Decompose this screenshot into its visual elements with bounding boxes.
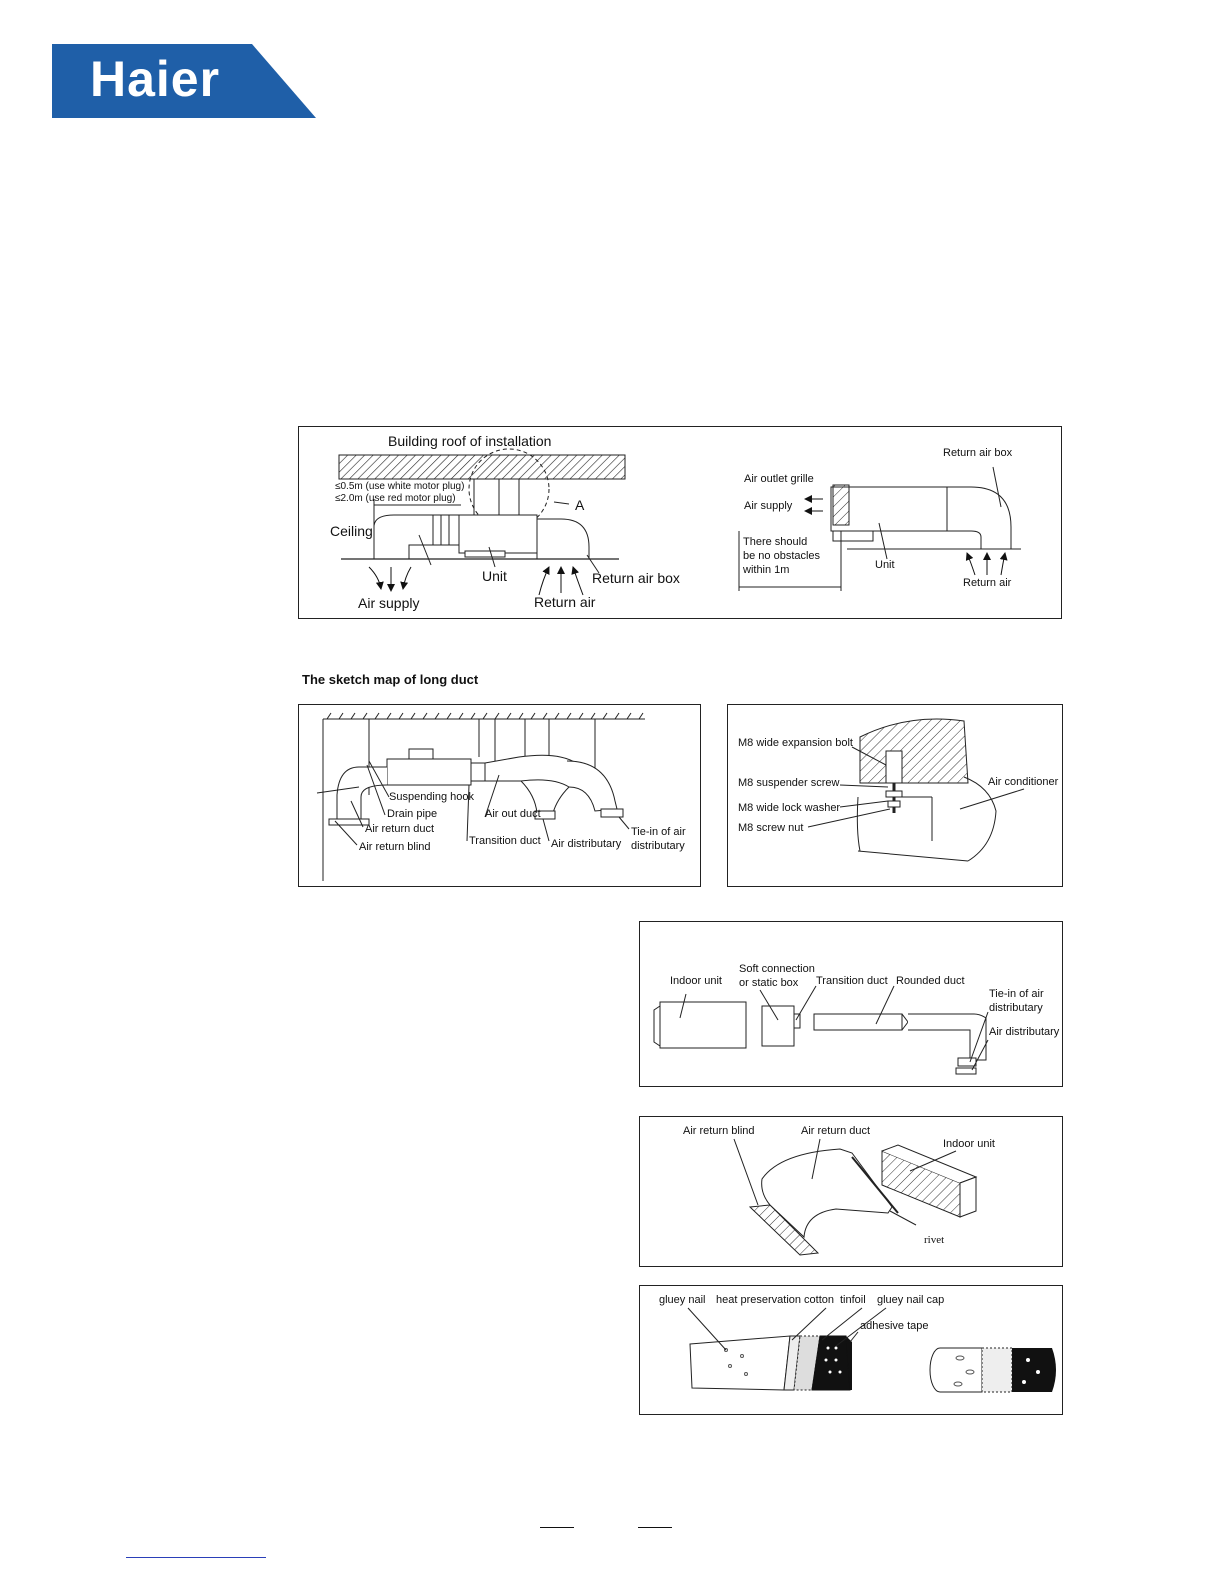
return-duct-label: Air return duct: [801, 1125, 871, 1137]
r-unit-label: Unit: [875, 559, 895, 571]
gluey-nail-label: gluey nail: [659, 1294, 706, 1306]
nail-cap-label: gluey nail cap: [877, 1294, 945, 1306]
return-blind-label: Air return blind: [359, 841, 431, 853]
logo-text: Haier: [90, 51, 221, 107]
return-blind-drawing: [640, 1117, 1062, 1266]
section-title: The sketch map of long duct: [302, 672, 479, 687]
obstacle-label-3: within 1m: [743, 564, 790, 576]
r-return-air-label: Return air: [963, 577, 1012, 589]
blind-label: Air return blind: [683, 1125, 755, 1137]
footer-rule-left: [540, 1527, 574, 1528]
r-outlet-label: Air outlet grille: [744, 473, 814, 485]
ceiling-label: Ceiling: [330, 523, 373, 539]
r-return-box-label: Return air box: [943, 447, 1013, 459]
tiein-label-2: distributary: [989, 1002, 1043, 1014]
soft-connection-label-2: or static box: [739, 977, 799, 989]
rounded-duct-label: Rounded duct: [896, 975, 965, 987]
suspender-drawing: [728, 705, 1062, 886]
air-conditioner-label: Air conditioner: [988, 776, 1059, 788]
return-duct-label: Air return duct: [365, 823, 435, 835]
soft-connection-label-1: Soft connection: [739, 963, 815, 975]
unit-label: Unit: [482, 568, 507, 584]
obstacle-label-2: be no obstacles: [743, 550, 821, 562]
transition-duct-label: Transition duct: [816, 975, 888, 987]
distributary-label: Air distributary: [551, 838, 622, 850]
figure-suspender: [727, 704, 1063, 887]
rivet-label: rivet: [924, 1234, 945, 1246]
suspender-screw-label: M8 suspender screw: [738, 777, 840, 789]
suspending-hook-label: Suspending hook: [389, 791, 475, 803]
adhesive-tape-label: adhesive tape: [860, 1320, 929, 1332]
return-air-label: Return air: [534, 594, 596, 610]
figure-return-blind: [639, 1116, 1063, 1267]
indoor-unit-label: Indoor unit: [943, 1138, 995, 1150]
expansion-bolt-label: M8 wide expansion bolt: [738, 737, 853, 749]
tiein-label-2: distributary: [631, 840, 685, 852]
return-box-label: Return air box: [592, 570, 680, 586]
footer-link-underline[interactable]: [126, 1557, 266, 1558]
screw-nut-label: M8 screw nut: [738, 822, 804, 834]
drain-pipe-label: Drain pipe: [387, 808, 438, 820]
r-supply-label: Air supply: [744, 500, 793, 512]
roof-label: Building roof of installation: [388, 433, 552, 449]
long-duct-drawing: [299, 705, 700, 886]
air-supply-label: Air supply: [358, 595, 420, 611]
limit-white-label: ≤0.5m (use white motor plug): [335, 481, 465, 492]
footer-rule-right: [638, 1527, 672, 1528]
air-distributary-label: Air distributary: [989, 1026, 1060, 1038]
tiein-label-1: Tie-in of air: [989, 988, 1044, 1000]
tinfoil-label: tinfoil: [840, 1294, 866, 1306]
haier-logo: [52, 44, 316, 118]
indoor-unit-label: Indoor unit: [670, 975, 722, 987]
out-duct-label: Air out duct: [485, 808, 541, 820]
limit-red-label: ≤2.0m (use red motor plug): [335, 493, 456, 504]
figure-duct-chain: [639, 921, 1063, 1087]
transition-label: Transition duct: [469, 835, 541, 847]
figure-long-duct: [298, 704, 701, 887]
lock-washer-label: M8 wide lock washer: [738, 802, 841, 814]
cotton-label: heat preservation cotton: [716, 1294, 835, 1306]
tiein-label-1: Tie-in of air: [631, 826, 686, 838]
figure-insulation: [639, 1285, 1063, 1415]
obstacle-label-1: There should: [743, 536, 808, 548]
figure-installation: [298, 426, 1062, 619]
detail-a-label: A: [575, 497, 585, 513]
